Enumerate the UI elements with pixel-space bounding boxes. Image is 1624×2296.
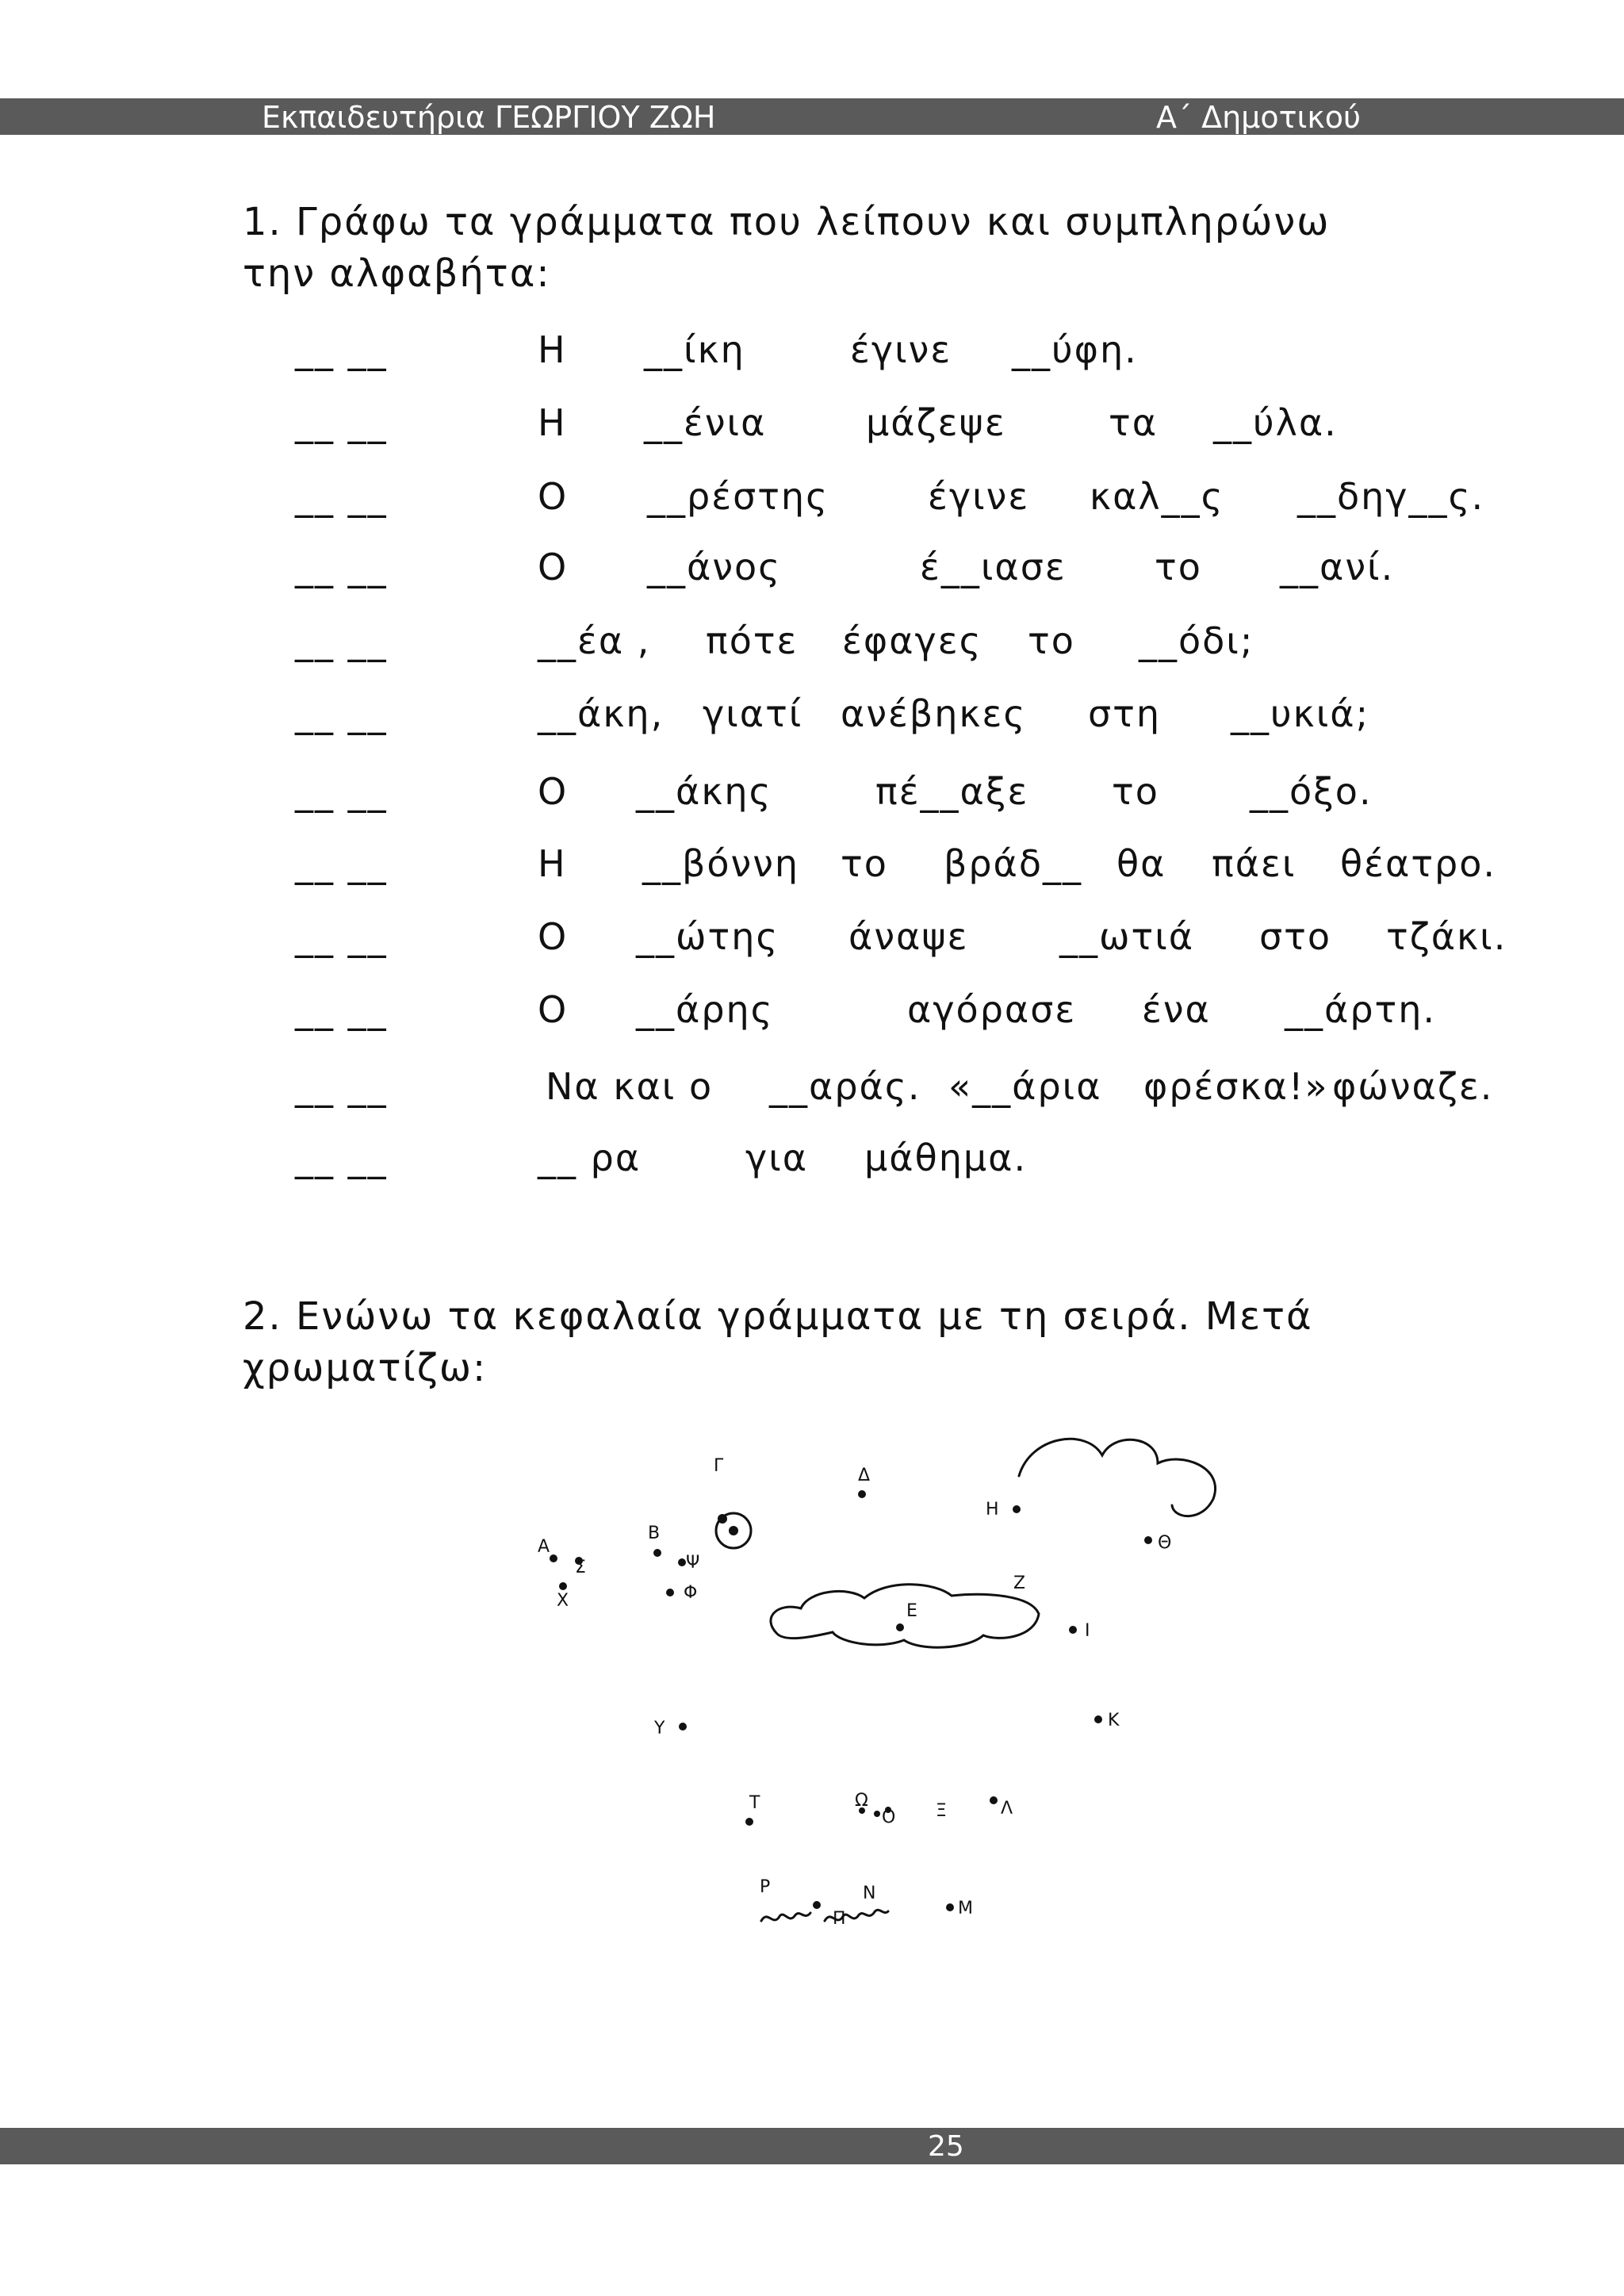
sentence-word: για [745,1137,809,1179]
dot [550,1554,557,1562]
dot [874,1811,880,1817]
sentence-word: __ ρα [538,1137,642,1179]
dot [653,1549,661,1557]
footer-bar [0,2128,1624,2164]
header-school: Εκπαιδευτήρια ΓΕΩΡΓΙΟΥ ΖΩΗ [262,100,716,135]
dot [729,1526,738,1535]
sentence-word: Ο [538,770,569,813]
dot-label: Ζ [1013,1573,1026,1593]
sentence-word: το [1155,546,1202,588]
sentence-word: __ρέστης [647,475,829,518]
page-number: 25 [928,2130,964,2163]
dot [858,1490,866,1498]
sentence-word: τα [1109,401,1159,444]
sentence-word: __ύλα. [1213,401,1338,444]
sentence-word: στη [1088,692,1162,735]
dot-label: Φ [684,1583,698,1603]
sentence-word: __βόννη [642,842,800,885]
sentence-word: έφαγες [842,619,982,662]
sentence-word: __όδι; [1139,619,1254,662]
sentence-word: ανέβηκες [841,692,1027,735]
dot-label: Η [986,1500,999,1520]
dot [1144,1536,1152,1544]
dot-label: Β [648,1524,661,1543]
dot-label: Ψ [686,1553,700,1573]
dot [678,1558,686,1566]
dot-label: Δ [858,1466,871,1485]
sentence-word: __ανί. [1280,546,1395,588]
sentence-word: __άρτη. [1285,988,1436,1031]
sentence-word: __έα , [538,619,651,662]
sentence-word: άναψε [848,915,969,958]
sentence-word: μάζεψε [866,401,1006,444]
sentence-word: __ίκη [644,328,745,371]
sentence-word: __άνος [647,546,782,588]
sentence-word: βράδ__ [944,842,1083,885]
dot-label: Ξ [936,1801,947,1821]
sentence-word: __ώτης [636,915,779,958]
dot [745,1818,753,1826]
dot-label: Θ [1158,1533,1172,1553]
dot-label: Ν [863,1884,876,1903]
cloud-outline-top [1019,1439,1216,1516]
dot [990,1796,998,1804]
exercise2-title-line1: 2. Ενώνω τα κεφαλαία γράμματα με τη σειρά. Μετά [243,1294,1313,1339]
dot-label: Ε [906,1601,917,1621]
sentence-word: μάθημα. [864,1137,1028,1179]
sentence-word: έγινε [850,328,952,371]
dot-label: Α [538,1537,550,1557]
sentence-word: __ωτιά [1059,915,1195,958]
answer-blanks[interactable]: __ __ [295,1137,388,1179]
dot [679,1723,687,1731]
sentence-word: Να και ο [546,1065,714,1108]
sentence-word: πότε [706,619,799,662]
drawing-outlines [716,1439,1216,1921]
sentence-word: καλ__ς [1090,475,1224,518]
exercise2-title-line2: χρωματίζω: [243,1346,488,1390]
sentence-word: πάει [1212,842,1297,885]
dot [666,1589,674,1596]
dot [896,1623,904,1631]
sentence-word: το [1028,619,1075,662]
dot-label: Ι [1085,1621,1090,1641]
dot-label: Ρ [760,1877,771,1897]
sentence-word: Η [538,328,567,371]
grass-scribble-left [761,1913,810,1921]
cloud-outline-middle [771,1585,1039,1647]
sentence-word: φώναζε. [1332,1065,1494,1108]
sentence-word: ένα [1142,988,1211,1031]
sentence-word: __δηγ__ς. [1297,475,1485,518]
dot-label: Τ [749,1793,760,1813]
answer-blanks[interactable]: __ __ [295,842,388,885]
sentence-word: __ένια [644,401,767,444]
dot-label: Υ [654,1719,665,1738]
sentence-word: αγόρασε [907,988,1077,1031]
dot-label: Κ [1108,1711,1120,1731]
dot [1094,1715,1102,1723]
sentence-word: Ο [538,915,569,958]
sentence-word: __άκη, [538,692,665,735]
dot [718,1514,727,1524]
exercise1-title-line1: 1. Γράφω τα γράμματα που λείπουν και συμπληρώνω [243,200,1331,244]
header-bar [0,98,1624,135]
sentence-word: έ__ιασε [920,546,1067,588]
sentence-word: το [1112,770,1159,813]
answer-blanks[interactable]: __ __ [295,915,388,958]
answer-blanks[interactable]: __ __ [295,988,388,1031]
dot-label: Σ [575,1558,586,1577]
dot [946,1903,954,1911]
answer-blanks[interactable]: __ __ [295,692,388,735]
sentence-word: Ο [538,546,569,588]
sentence-word: __αράς. [769,1065,921,1108]
sentence-word: στο [1259,915,1331,958]
answer-blanks[interactable]: __ __ [295,1065,388,1108]
dot-labels [538,1456,1171,1929]
answer-blanks[interactable]: __ __ [295,546,388,588]
dot-label: Μ [958,1899,973,1918]
sentence-word: Η [538,842,567,885]
answer-blanks[interactable]: __ __ [295,619,388,662]
dot [1069,1626,1077,1634]
sentence-word: «__άρια [948,1065,1102,1108]
dot-label: Χ [557,1591,569,1611]
dot [1013,1505,1021,1513]
sentence-word: __ύφη. [1012,328,1138,371]
sentence-word: __άκης [636,770,772,813]
sentence-word: το [841,842,888,885]
dot-label: Γ [714,1456,724,1476]
sentence-word: έγινε [928,475,1030,518]
dot-label: Ω [855,1791,868,1811]
sentence-word: Ο [538,988,569,1031]
exercise1-title-line2: την αλφαβήτα: [243,251,551,296]
dot [559,1582,567,1590]
answer-blanks[interactable]: __ __ [295,401,388,444]
sentence-word: __υκιά; [1231,692,1370,735]
dot-label: Π [833,1909,846,1929]
dot-label: Ο [882,1807,896,1827]
answer-blanks[interactable]: __ __ [295,475,388,518]
sentence-word: τζάκι. [1386,915,1507,958]
dots [550,1490,1152,1911]
sentence-word: θα [1116,842,1166,885]
answer-blanks[interactable]: __ __ [295,770,388,813]
sentence-word: πέ__αξε [875,770,1029,813]
dot-to-dot-drawing [476,1420,1269,1967]
dot [813,1901,821,1909]
header-grade: Α΄ Δημοτικού [1156,100,1361,135]
sentence-word: __όξο. [1250,770,1373,813]
sentence-word: γιατί [703,692,803,735]
sentence-word: φρέσκα!» [1143,1065,1329,1108]
sentence-word: Η [538,401,567,444]
sentence-word: __άρης [636,988,774,1031]
sentence-word: θέατρο. [1340,842,1496,885]
sentence-word: Ο [538,475,569,518]
dot-label: Λ [1001,1799,1013,1819]
answer-blanks[interactable]: __ __ [295,328,388,371]
